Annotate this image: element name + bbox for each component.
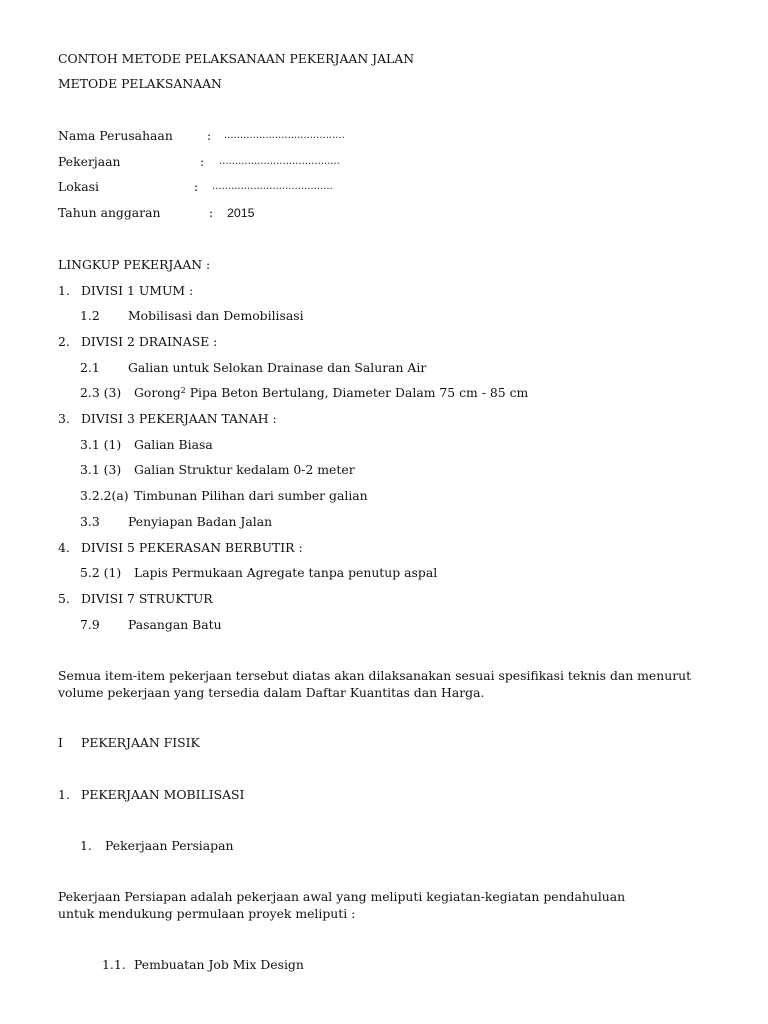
info-value-year: 2015 [227,206,255,220]
section-number: I [58,735,63,750]
item-code: 2.1 [80,360,100,375]
item-text: Penyiapan Badan Jalan [128,514,273,529]
division-number: 3. [58,411,70,426]
info-value-company: ...................................... [224,130,345,141]
item-code: 3.3 [80,514,100,529]
item-text: Pasangan Batu [128,617,222,632]
subsection-title: PEKERJAAN MOBILISASI [81,787,245,802]
subsubsection-title: Pekerjaan Persiapan [105,838,234,853]
info-colon: : [207,128,212,143]
division-number: 1. [58,283,70,298]
section-title: PEKERJAAN FISIK [81,735,200,750]
scope-heading: LINGKUP PEKERJAAN : [58,257,211,272]
item-code: 1.2 [80,308,100,323]
item-text: Galian Struktur kedalam 0-2 meter [134,462,355,477]
scope-note: Semua item-item pekerjaan tersebut diatas akan dilaksanakan sesuai spesifikasi teknis dan menurut volume pekerjaan yang tersedia dalam Daftar Kuantitas dan Harga. [58,668,692,700]
division-title: DIVISI 2 DRAINASE : [81,334,218,349]
info-value-location: ...................................... [212,181,333,192]
info-value-work: ...................................... [219,156,340,167]
item-code: 3.2.2(a) [80,488,129,503]
subsection-number: 1. [58,787,70,802]
info-colon: : [194,179,199,194]
document-subtitle: METODE PELAKSANAAN [58,76,222,91]
item-text: Mobilisasi dan Demobilisasi [128,308,304,323]
item-text: Lapis Permukaan Agregate tanpa penutup aspal [134,565,438,580]
division-title: DIVISI 5 PEKERASAN BERBUTIR : [81,540,303,555]
superscript: 2 [180,386,186,395]
persiapan-paragraph: Pekerjaan Persiapan adalah pekerjaan awal yang meliputi kegiatan-kegiatan pendahuluan untuk mendukung permulaan proyek meliputi : [58,889,626,921]
info-colon: : [200,154,205,169]
info-label-year: Tahun anggaran [58,205,161,220]
division-title: DIVISI 7 STRUKTUR [81,591,213,606]
division-title: DIVISI 3 PEKERJAAN TANAH : [81,411,277,426]
division-title: DIVISI 1 UMUM : [81,283,194,298]
division-number: 4. [58,540,70,555]
subsubsection-number: 1. [80,838,92,853]
info-label-location: Lokasi [58,179,99,194]
item-text: Gorong$^2$ Pipa Beton Bertulang, Diameter Dalam 75 cm - 85 cm [134,385,529,400]
item-text: Galian untuk Selokan Drainase dan Saluran Air [128,360,427,375]
item-code: 3.1 (1) [80,437,122,452]
item-text: Timbunan Pilihan dari sumber galian [134,488,368,503]
division-number: 2. [58,334,70,349]
item-title: Pembuatan Job Mix Design [134,957,304,972]
info-label-work: Pekerjaan [58,154,121,169]
item-number: 1.1. [102,957,126,972]
item-code: 5.2 (1) [80,565,122,580]
item-code: 7.9 [80,617,100,632]
document-title: CONTOH METODE PELAKSANAAN PEKERJAAN JALAN [58,51,415,66]
item-text: Galian Biasa [134,437,213,452]
item-code: 3.1 (3) [80,462,122,477]
info-label-company: Nama Perusahaan [58,128,173,143]
info-colon: : [209,205,214,220]
item-code: 2.3 (3) [80,385,122,400]
division-number: 5. [58,591,70,606]
